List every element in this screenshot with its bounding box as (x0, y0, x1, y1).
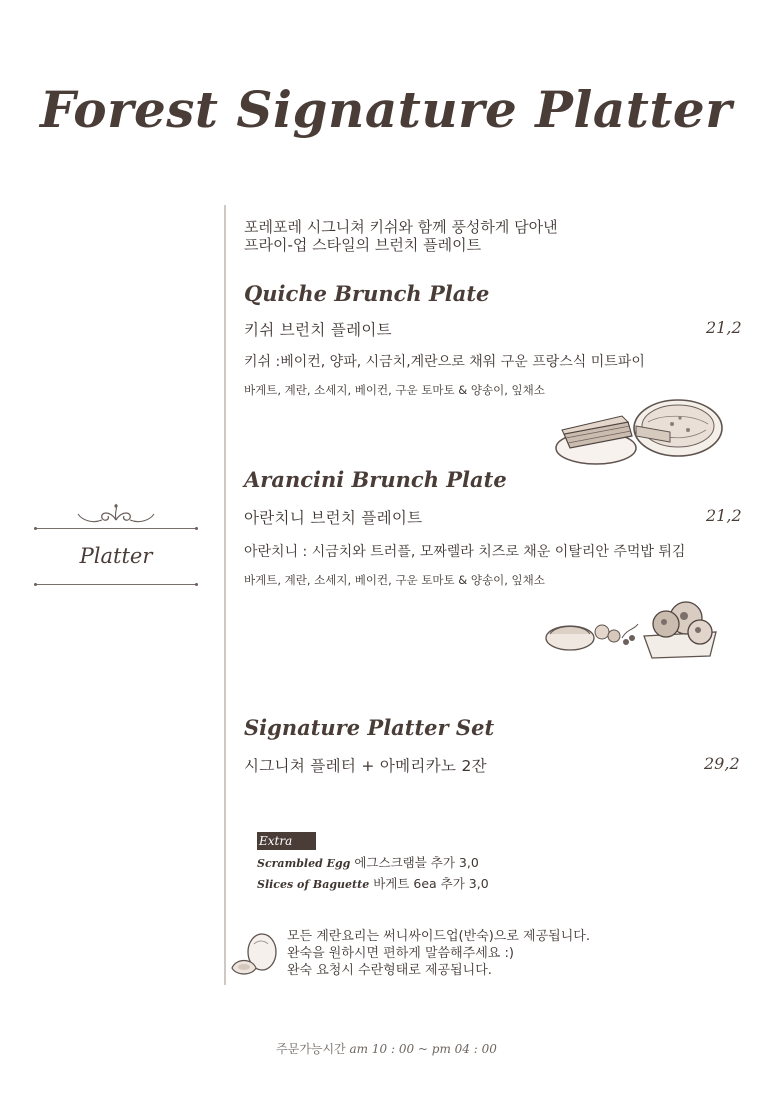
item-title-en: Arancini Brunch Plate (244, 467, 507, 492)
item-title-en: Signature Platter Set (244, 715, 495, 740)
item-description: 아란치니 : 시금치와 트러플, 모짜렐라 치즈로 채운 이탈리안 주먹밥 튀김 (244, 544, 686, 560)
item-price: 21,2 (706, 318, 742, 337)
order-hours (0, 1040, 773, 1057)
extra-item (257, 874, 489, 892)
flourish-ornament-icon (74, 502, 158, 528)
quiche-pie-icon (552, 386, 726, 472)
arancini-icon (540, 588, 724, 662)
extra-item-kr: 바게트 6ea 추가 3,0 (373, 876, 489, 891)
extra-label: Extra (257, 832, 316, 850)
divider-line (36, 584, 196, 585)
item-title-en: Quiche Brunch Plate (244, 281, 490, 306)
item-price: 21,2 (706, 506, 742, 525)
divider-dot (34, 583, 37, 586)
extra-item (257, 853, 479, 871)
divider-dot (195, 527, 198, 530)
extra-item-en: Scrambled Egg (257, 857, 351, 870)
item-name-kr: 아란치니 브런치 플레이트 (244, 509, 423, 527)
item-name-kr: 키쉬 브런치 플레이트 (244, 321, 392, 339)
intro-line: 프라이-업 스타일의 브런치 플레이트 (244, 236, 482, 254)
page-title: Forest Signature Platter (40, 80, 733, 139)
notice-line: 완숙을 원하시면 편하게 말씀해주세요 :) (287, 946, 514, 961)
divider-dot (195, 583, 198, 586)
egg-notice (287, 928, 590, 979)
extra-item-en: Slices of Baguette (257, 878, 370, 891)
item-components: 바게트, 계란, 소세지, 베이컨, 구운 토마토 & 양송이, 잎채소 (244, 383, 545, 397)
divider-dot (34, 527, 37, 530)
egg-icon (228, 930, 282, 980)
intro-text (244, 218, 558, 254)
section-label: Platter (79, 544, 153, 568)
intro-line: 포레포레 시그니쳐 키쉬와 함께 풍성하게 담아낸 (244, 218, 558, 236)
vertical-divider (224, 205, 226, 985)
extra-item-kr: 에그스크램블 추가 3,0 (354, 855, 479, 870)
notice-line: 완숙 요청시 수란형태로 제공됩니다. (287, 963, 492, 978)
item-name-kr: 시그니쳐 플레터 + 아메리카노 2잔 (244, 757, 487, 775)
order-hours-time: am 10 : 00 ~ pm 04 : 00 (349, 1042, 497, 1056)
notice-line: 모든 계란요리는 써니싸이드업(반숙)으로 제공됩니다. (287, 929, 590, 944)
item-components: 바게트, 계란, 소세지, 베이컨, 구운 토마토 & 양송이, 잎채소 (244, 573, 545, 587)
divider-line (36, 528, 196, 529)
order-hours-label: 주문가능시간 (276, 1042, 346, 1056)
item-price: 29,2 (704, 754, 740, 773)
item-description: 키쉬 :베이컨, 양파, 시금치,계란으로 채워 구운 프랑스식 미트파이 (244, 354, 645, 370)
